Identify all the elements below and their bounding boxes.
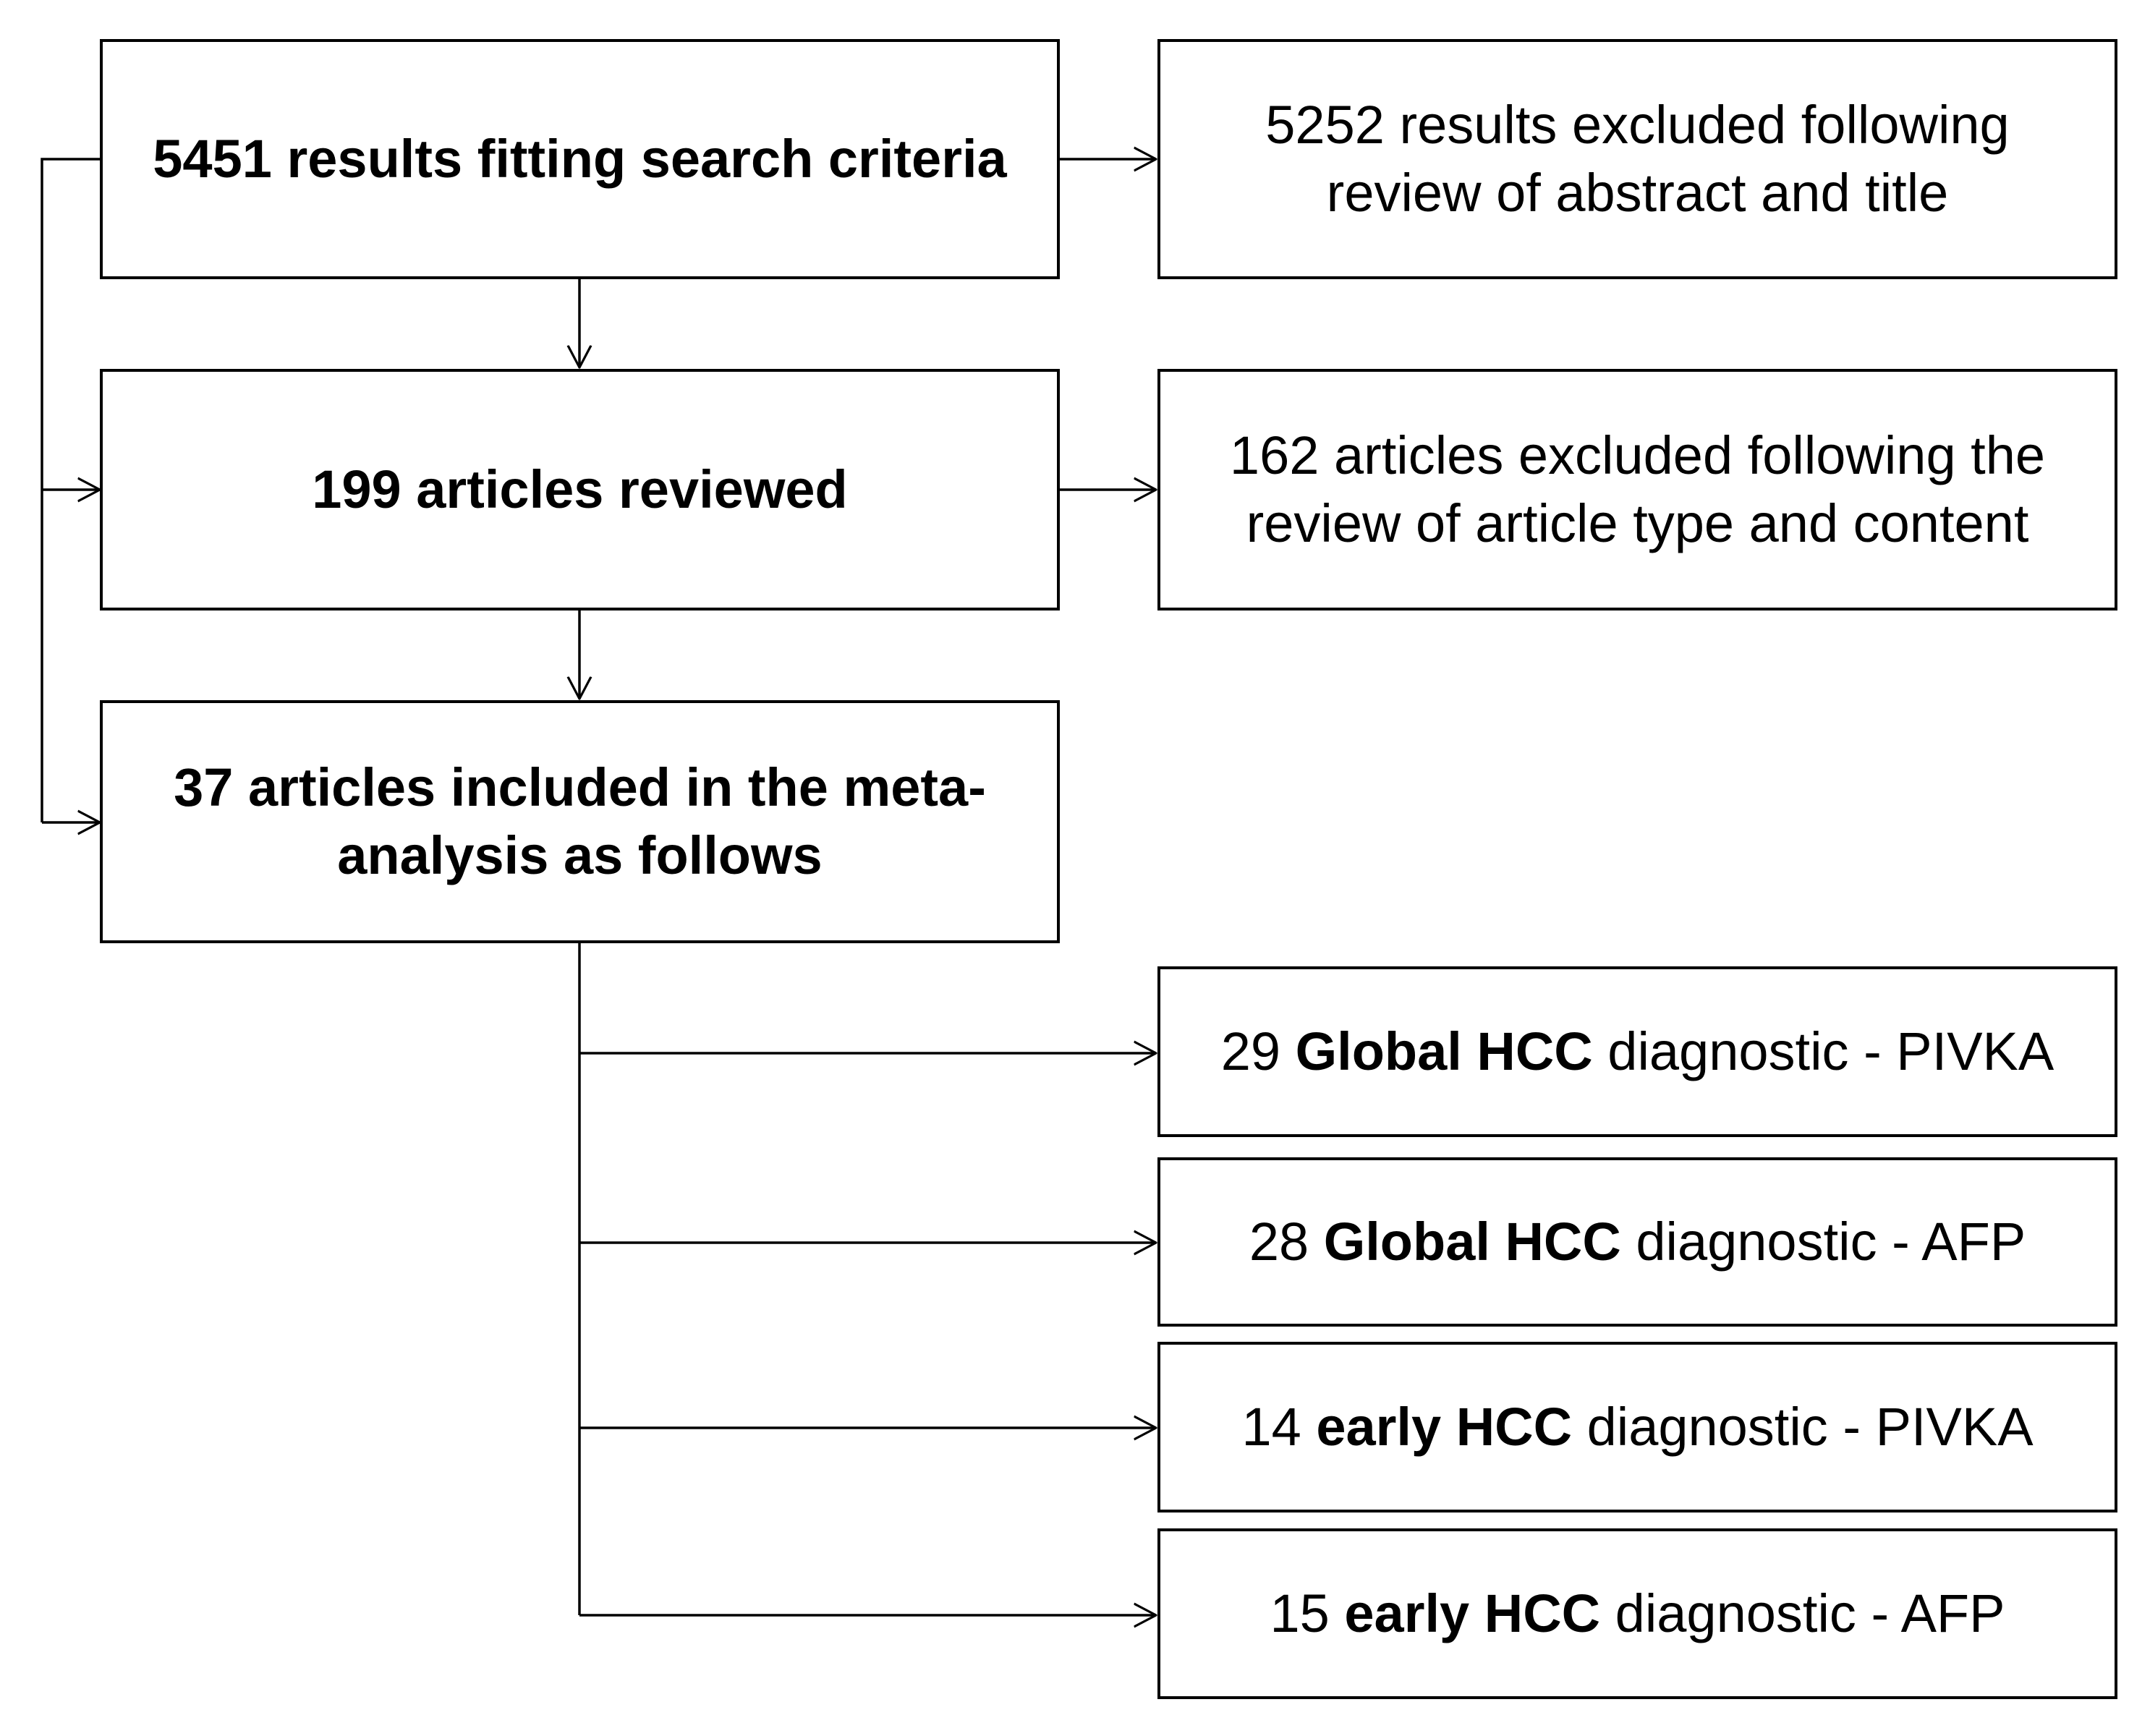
outcome-group: early HCC [1344, 1583, 1601, 1644]
outcome-text [1270, 1580, 2005, 1648]
exclusion-abstract-title-text [1265, 91, 2009, 227]
search-results-box [100, 39, 1060, 279]
outcome-label: diagnostic - AFP [1636, 1212, 2026, 1272]
outcome-text [1221, 1018, 2055, 1086]
exclusion-abstract-title-line-2: review of abstract and title [1326, 163, 1949, 223]
outcome-group: early HCC [1316, 1397, 1573, 1458]
exclusion-abstract-title-line-1: 5252 results excluded following [1265, 95, 2010, 156]
outcome-group: Global HCC [1295, 1021, 1593, 1082]
exclusion-abstract-title-box [1157, 39, 2117, 279]
outcome-box [1157, 1528, 2117, 1699]
outcome-label: diagnostic - PIVKA [1607, 1021, 2055, 1082]
reviewed-text: 199 articles reviewed [312, 459, 848, 520]
outcome-box [1157, 1157, 2117, 1327]
outcome-count: 29 [1220, 1021, 1281, 1082]
included-text-line-2: analysis as follows [337, 825, 823, 885]
outcome-label: diagnostic - PIVKA [1586, 1397, 2034, 1458]
outcome-label: diagnostic - AFP [1615, 1583, 2005, 1644]
outcome-box [1157, 966, 2117, 1137]
included-box [100, 700, 1060, 943]
outcome-count: 15 [1270, 1583, 1330, 1644]
outcome-count: 28 [1249, 1212, 1309, 1272]
outcome-group: Global HCC [1323, 1212, 1621, 1272]
exclusion-type-content-box [1157, 369, 2117, 610]
exclusion-type-content-line-1: 162 articles excluded following the [1229, 425, 2046, 486]
search-results-text: 5451 results fitting search criteria [153, 129, 1007, 190]
included-text [174, 754, 986, 890]
exclusion-type-content-text [1230, 422, 2045, 558]
outcome-text [1241, 1393, 2033, 1461]
reviewed-box [100, 369, 1060, 610]
outcome-text [1249, 1208, 2026, 1276]
outcome-box [1157, 1342, 2117, 1512]
exclusion-type-content-line-2: review of article type and content [1246, 493, 2029, 553]
included-text-line-1: 37 articles included in the meta- [174, 757, 986, 818]
outcome-count: 14 [1241, 1397, 1301, 1458]
